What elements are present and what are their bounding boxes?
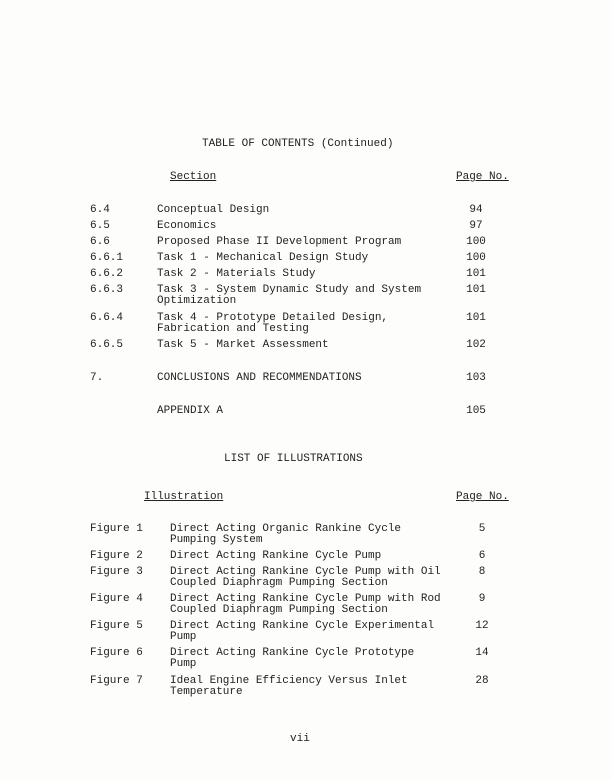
toc-entry-page: 100 bbox=[466, 236, 486, 248]
toc-entry-title: Task 2 - Materials Study bbox=[157, 268, 316, 280]
figure-title: Ideal Engine Efficiency Versus Inlet Temperature bbox=[170, 675, 408, 698]
figure-label: Figure 7 bbox=[90, 675, 143, 687]
figure-title: Direct Acting Rankine Cycle Pump with Oil Coupled Diaphragm Pumping Section bbox=[170, 566, 441, 589]
figure-title: Direct Acting Rankine Cycle Prototype Pump bbox=[170, 647, 415, 670]
toc-title: TABLE OF CONTENTS (Continued) bbox=[202, 138, 394, 150]
toc-entry-page: 101 bbox=[466, 284, 486, 296]
toc-entry-title: Task 3 - System Dynamic Study and System Optimization bbox=[157, 284, 422, 307]
toc-entry-page: 102 bbox=[466, 339, 486, 351]
toc-entry-page: 105 bbox=[466, 405, 486, 417]
toc-entry-page: 100 bbox=[466, 252, 486, 264]
figure-page: 6 bbox=[478, 550, 486, 562]
figure-page: 8 bbox=[478, 566, 486, 578]
figure-label: Figure 3 bbox=[90, 566, 143, 578]
toc-entry-number: 6.6.3 bbox=[90, 284, 124, 296]
illustration-header: Illustration bbox=[144, 491, 224, 503]
toc-entry-page: 101 bbox=[466, 268, 486, 280]
toc-entry-title: Task 1 - Mechanical Design Study bbox=[157, 252, 369, 264]
figure-title: Direct Acting Rankine Cycle Experimental Pump bbox=[170, 620, 435, 643]
toc-entry-title: APPENDIX A bbox=[157, 405, 224, 417]
illustrations-title: LIST OF ILLUSTRATIONS bbox=[224, 453, 363, 465]
toc-entry-title: Proposed Phase II Development Program bbox=[157, 236, 402, 248]
figure-title: Direct Acting Organic Rankine Cycle Pumping System bbox=[170, 523, 402, 546]
figure-page: 28 bbox=[475, 675, 489, 687]
toc-entry-title: Task 5 - Market Assessment bbox=[157, 339, 329, 351]
figure-page: 12 bbox=[475, 620, 489, 632]
toc-entry-page: 101 bbox=[466, 312, 486, 324]
figure-label: Figure 2 bbox=[90, 550, 143, 562]
toc-entry-title: Economics bbox=[157, 220, 217, 232]
figure-label: Figure 5 bbox=[90, 620, 143, 632]
toc-entry-title: Task 4 - Prototype Detailed Design, Fabrication and Testing bbox=[157, 312, 389, 335]
figure-page: 14 bbox=[475, 647, 489, 659]
figure-label: Figure 6 bbox=[90, 647, 143, 659]
figure-title: Direct Acting Rankine Cycle Pump bbox=[170, 550, 382, 562]
toc-entry-number: 6.6.1 bbox=[90, 252, 124, 264]
toc-entry-number: 7. bbox=[90, 372, 104, 384]
toc-entry-number: 6.4 bbox=[90, 204, 110, 216]
toc-entry-number: 6.6.5 bbox=[90, 339, 124, 351]
figure-page: 9 bbox=[478, 593, 486, 605]
toc-entry-page: 94 bbox=[469, 204, 483, 216]
page-number: vii bbox=[290, 733, 310, 745]
toc-entry-title: Conceptual Design bbox=[157, 204, 270, 216]
toc-page-header: Page No. bbox=[456, 171, 509, 183]
toc-entry-page: 103 bbox=[466, 372, 486, 384]
figure-label: Figure 4 bbox=[90, 593, 143, 605]
toc-entry-number: 6.6 bbox=[90, 236, 110, 248]
toc-entry-number: 6.6.4 bbox=[90, 312, 124, 324]
toc-entry-page: 97 bbox=[469, 220, 483, 232]
figure-label: Figure 1 bbox=[90, 523, 143, 535]
toc-entry-number: 6.6.2 bbox=[90, 268, 124, 280]
toc-section-header: Section bbox=[170, 171, 217, 183]
figure-title: Direct Acting Rankine Cycle Pump with Rod Coupled Diaphragm Pumping Section bbox=[170, 593, 441, 616]
toc-entry-number: 6.5 bbox=[90, 220, 110, 232]
toc-entry-title: CONCLUSIONS AND RECOMMENDATIONS bbox=[157, 372, 362, 384]
illustration-page-header: Page No. bbox=[456, 491, 509, 503]
figure-page: 5 bbox=[478, 523, 486, 535]
